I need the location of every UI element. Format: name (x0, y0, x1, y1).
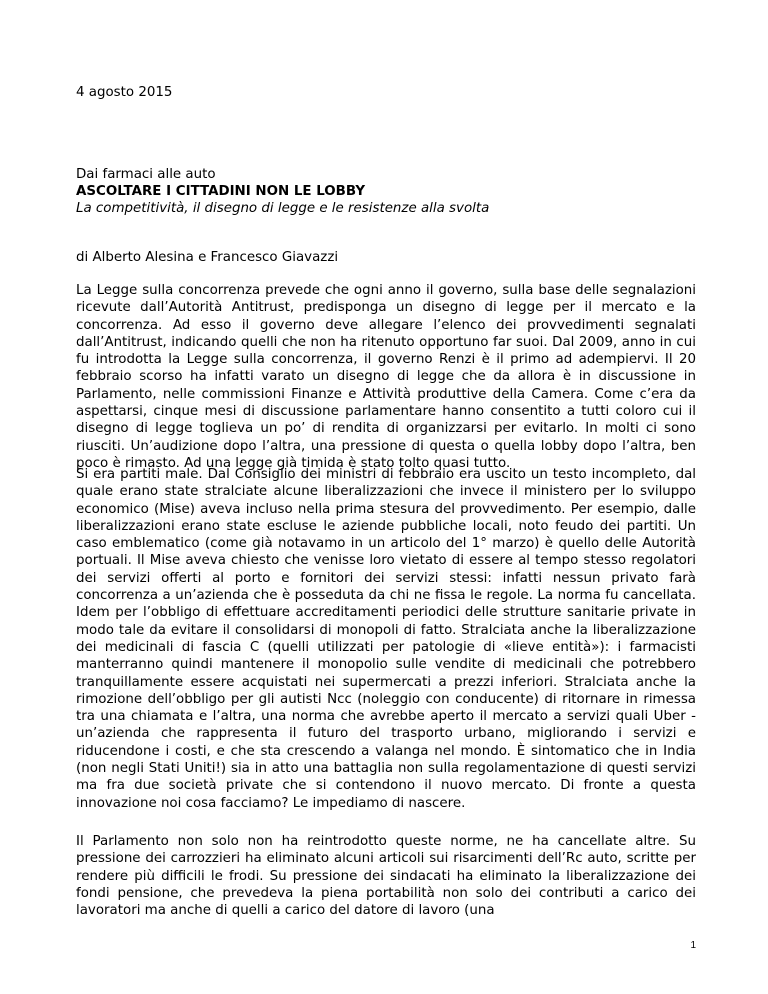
page-body (76, 0, 696, 994)
article-header (76, 166, 696, 217)
paragraph-3: Il Parlamento non solo non ha reintrodotto queste norme, ne ha cancellate altre. Su pressione dei carrozzieri ha eliminato alcuni articoli sui risarcimenti dell’Rc auto, scritte per rendere più difficili le frodi. Su pressione dei sindacati ha eliminato la liberalizzazione dei fondi pensione, che prevedeva la piena portabilità non solo dei contributi a carico dei lavoratori ma anche di quelli a carico del datore di lavoro (una (76, 834, 696, 919)
article-subtitle: La competitività, il disegno di legge e le resistenze alla svolta (76, 201, 490, 216)
article-title: ASCOLTARE I CITTADINI NON LE LOBBY (76, 184, 366, 199)
article-kicker: Dai farmaci alle auto (76, 167, 216, 182)
page-number: 1 (690, 940, 696, 951)
article-date: 4 agosto 2015 (76, 85, 173, 100)
paragraph-2: Si era partiti male. Dal Consiglio dei ministri di febbraio era uscito un testo incompleto, dal quale erano state stralciate alcune liberalizzazioni che invece il ministero per lo sviluppo economico (Mise) aveva incluso nella prima stesura del provvedimento. Per esempio, dalle liberalizzazioni erano state escluse le aziende pubbliche locali, noto feudo dei partiti. Un caso emblematico (come già notavamo in un articolo del 1° marzo) è quello delle Autorità portuali. Il Mise aveva chiesto che venisse loro vietato di essere al tempo stesso regolatori dei servizi offerti al porto e fornitori dei servizi stessi: infatti nessun privato farà concorrenza a un’azienda che è posseduta da chi ne fissa le regole. La norma fu cancellata. Idem per l’obbligo di effettuare accreditamenti periodici delle strutture sanitarie private in modo tale da evitare il consolidarsi di monopoli di fatto. Stralciata anche la liberalizzazione dei medicinali di fascia C (quelli utilizzati per patologie di «lieve entità»): i farmacisti manterranno quindi mantenere il monopolio sulle vendite di medicinali che potrebbero tranquillamente essere acquistati nei supermercati a prezzi inferiori. Stralciata anche la rimozione dell’obbligo per gli autisti Ncc (noleggio con conducente) di ritornare in rimessa tra una chiamata e l’altra, una norma che avrebbe aperto il mercato a servizi quali Uber - un’azienda che rappresenta il futuro del trasporto urbano, migliorando i servizi e riducendone i costi, e che sta crescendo a valanga nel mondo. È sintomatico che in India (non negli Stati Uniti!) sia in atto una battaglia non sulla regolamentazione di questi servizi ma fra due società private che si contendono il nuovo mercato. Di fronte a questa innovazione noi cosa facciamo? Le impediamo di nascere. (76, 467, 696, 811)
paragraph-1: La Legge sulla concorrenza prevede che ogni anno il governo, sulla base delle segnalazioni ricevute dall’Autorità Antitrust, predisponga un disegno di legge per il mercato e la concorrenza. Ad esso il governo deve allegare l’elenco dei provvedimenti segnalati dall’Antitrust, indicando quelli che non ha ritenuto opportuno far suoi. Dal 2009, anno in cui fu introdotta la Legge sulla concorrenza, il governo Renzi è il primo ad adempiervi. Il 20 febbraio scorso ha infatti varato un disegno di legge che da allora è in discussione in Parlamento, nelle commissioni Finanze e Attività produttive della Camera. Come c’era da aspettarsi, cinque mesi di discussione parlamentare hanno consentito a tutti coloro cui il disegno di legge toglieva un po’ di rendita di organizzarsi per evitarlo. In molti ci sono riusciti. Un’audizione dopo l’altra, una pressione di questa o quella lobby dopo l’altra, ben poco è rimasto. Ad una legge già timida è stato tolto quasi tutto. (76, 283, 696, 471)
article-byline: di Alberto Alesina e Francesco Giavazzi (76, 250, 339, 265)
